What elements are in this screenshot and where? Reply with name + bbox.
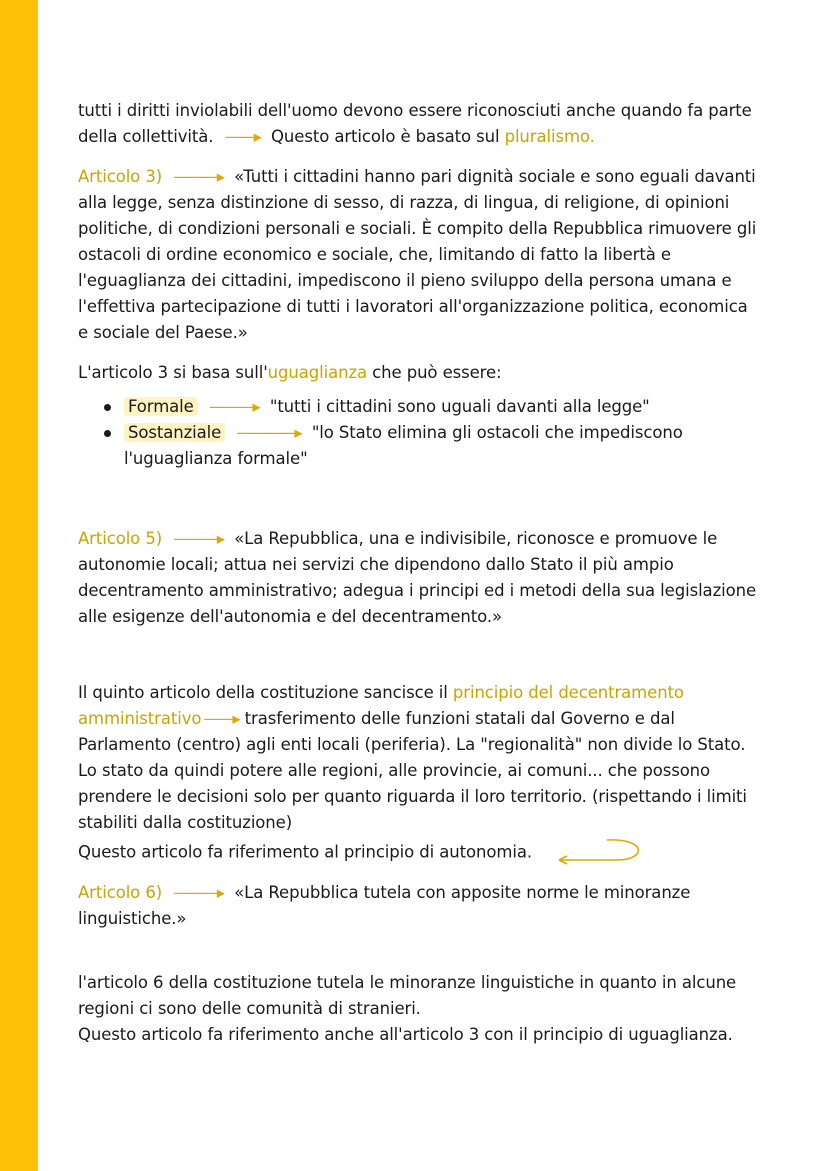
decentralization-keyword: principio del decentramento amministrativo [78,683,684,728]
pluralism-keyword: pluralismo. [504,127,595,146]
article-3-paragraph [78,164,758,346]
intro-line-1: tutti i diritti inviolabili dell'uomo devono essere riconosciuti anche quando fa parte [78,101,752,120]
formal-description: "tutti i cittadini sono uguali davanti alla legge" [269,397,650,416]
yellow-sidebar [0,0,38,1171]
bullet-icon [104,430,111,437]
article-5-expl-rest: trasferimento delle funzioni statali dal Governo e dal Parlamento (centro) agli enti locali (periferia). La "regionalità" non divide lo Stato. Lo stato da quindi potere alle regioni, alle provincie, ai comuni... che possono prendere le decisioni solo per quanto riguarda il loro territorio. (rispettando i limiti stabiliti dalla costituzione) [78,709,747,832]
arrow-right-icon: ———▸ [173,883,224,902]
arrow-right-icon: ——▸ [203,709,239,728]
basis-end: che può essere: [367,363,502,382]
article-5-label: Articolo 5) [78,529,163,548]
article-6-text: «La Repubblica tutela con apposite norme le minoranze linguistiche.» [78,883,691,928]
arrow-right-icon: ———▸ [173,167,224,186]
list-item [78,420,758,446]
article-3-basis [78,360,758,386]
article-5-explanation [78,680,758,836]
article-5-expl-start: Il quinto articolo della costituzione sancisce il [78,683,453,702]
arrow-right-icon: ——▸ [224,127,260,146]
substantial-description: "lo Stato elimina gli ostacoli che impediscono [311,423,683,442]
article-5-text: «La Repubblica, una e indivisibile, riconosce e promuove le autonomie locali; attua nei servizi che dipendono dallo Stato il più ampio decentramento amministrativo; adegua i principi ed i metodi della sua legislazione alle esigenze dell'autonomia e del decentramento.» [78,529,757,626]
intro-line-2-start: della collettività. [78,127,214,146]
article-6-expl-1: l'articolo 6 della costituzione tutela le minoranze linguistiche in quanto in alcune regioni ci sono delle comunità di stranieri. [78,973,737,1018]
article-6-explanation [78,970,758,1048]
article-3-text: «Tutti i cittadini hanno pari dignità sociale e sono eguali davanti alla legge, senza distinzione di sesso, di razza, di lingua, di religione, di opinioni politiche, di condizioni personali e sociali. È compito della Repubblica rimuovere gli ostacoli di ordine economico e sociale, che, limitando di fatto la libertà e l'eguaglianza dei cittadini, impediscono il pieno sviluppo della persona umana e l'effettiva partecipazione di tutti i lavoratori all'organizzazione politica, economica e sociale del Paese.» [78,167,757,342]
equality-types-list [78,394,758,446]
intro-line-2-end: Questo articolo è basato sul [271,127,505,146]
article-3-label: Articolo 3) [78,167,163,186]
equality-keyword: uguaglianza [267,363,368,382]
article-6-expl-2: Questo articolo fa riferimento anche all'articolo 3 con il principio di uguaglianza. [78,1025,733,1044]
list-item [78,394,758,420]
basis-start: L'articolo 3 si basa sull' [78,363,268,382]
substantial-description-cont: l'uguaglianza formale" [124,449,308,468]
article-5-note: Questo articolo fa riferimento al principio di autonomia. [78,842,532,862]
substantial-term: Sostanziale [124,423,225,442]
article-5-paragraph [78,526,758,630]
notes-content [78,98,758,1048]
curved-arrow-icon [547,836,647,870]
formal-term: Formale [124,397,198,416]
arrow-right-icon: ————▸ [236,423,301,442]
article-6-paragraph [78,880,758,932]
arrow-right-icon: ———▸ [173,529,224,548]
bullet-icon [104,404,111,411]
intro-paragraph [78,98,758,150]
article-5-note-line [78,836,758,870]
article-6-label: Articolo 6) [78,883,163,902]
arrow-right-icon: ———▸ [208,397,259,416]
